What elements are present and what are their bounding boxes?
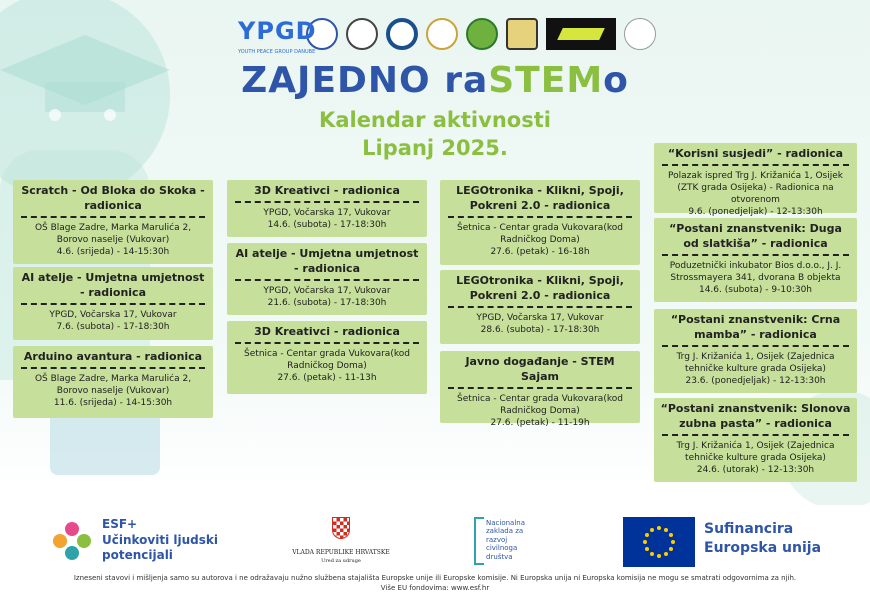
event-card[interactable] xyxy=(654,309,857,393)
esf-logo xyxy=(50,517,250,569)
event-title: LEGOtronika - Klikni, Spoji, Pokreni 2.0 - radionica xyxy=(456,184,624,212)
event-card[interactable] xyxy=(654,218,857,302)
divider xyxy=(235,279,419,281)
divider xyxy=(21,303,205,305)
title-part-1: ZAJEDNO ra xyxy=(241,60,489,101)
event-location: YPGD, Vočarska 17, Vukovar xyxy=(263,208,391,218)
ypgd-logo xyxy=(238,17,317,55)
eu-cofinanced-line2: Europska unija xyxy=(704,540,822,556)
divider xyxy=(662,254,849,256)
event-date: 11.6. (srijeda) - 14-15:30h xyxy=(53,398,173,408)
page-title xyxy=(0,60,870,101)
divider xyxy=(662,345,849,347)
event-card[interactable] xyxy=(227,180,427,237)
event-date: 9.6. (ponedjeljak) - 12-13:30h xyxy=(688,207,823,217)
event-date: 21.6. (subota) - 17-18:30h xyxy=(267,298,387,308)
foundation-line5: društva xyxy=(486,552,513,561)
foundation-line1: Nacionalna xyxy=(486,519,525,527)
event-date: 27.6. (petak) - 16-18h xyxy=(490,247,590,257)
subtitle-month: Lipanj 2025. xyxy=(362,136,508,160)
partner-logo-2 xyxy=(346,18,378,50)
event-card[interactable] xyxy=(440,180,640,265)
event-card[interactable] xyxy=(13,180,213,264)
event-location: OŠ Blage Zadre, Marka Marulića 2, Borovo naselje (Vukovar) xyxy=(34,374,192,396)
subtitle-calendar: Kalendar aktivnosti xyxy=(319,108,551,132)
event-title: “Postani znanstvenik: Slonova zubna pasta” - radionica xyxy=(660,402,851,430)
event-date: 24.6. (utorak) - 12-13:30h xyxy=(696,465,815,475)
event-title: LEGOtronika - Klikni, Spoji, Pokreni 2.0 - radionica xyxy=(456,274,624,302)
divider xyxy=(21,216,205,218)
divider xyxy=(448,306,632,308)
event-title: 3D Kreativci - radionica xyxy=(254,325,400,338)
esf-line2: potencijali xyxy=(102,548,173,562)
divider xyxy=(235,342,419,344)
event-title: AI atelje - Umjetna umjetnost - radionica xyxy=(21,271,205,299)
event-card[interactable] xyxy=(227,321,427,394)
event-location: Polazak ispred Trg J. Križanića 1, Osijek (ZTK grada Osijeka) - Radionica na otvorenom xyxy=(668,171,843,205)
esf-title: ESF+ xyxy=(102,517,138,531)
partner-logo-4 xyxy=(426,18,458,50)
event-date: 14.6. (subota) - 9-10:30h xyxy=(698,285,813,295)
partner-logo-8 xyxy=(624,18,656,50)
event-card[interactable] xyxy=(654,143,857,217)
ypgd-logo-subtext: YOUTH PEACE GROUP DANUBE xyxy=(238,49,316,55)
event-title: Scratch - Od Bloka do Skoka - radionica xyxy=(21,184,205,212)
event-card[interactable] xyxy=(440,270,640,344)
croatian-coat-of-arms-icon xyxy=(332,517,350,539)
eu-flag-icon xyxy=(623,517,695,567)
event-date: 4.6. (srijeda) - 14-15:30h xyxy=(56,247,170,257)
event-date: 28.6. (subota) - 17-18:30h xyxy=(480,325,600,335)
event-date: 14.6. (subota) - 17-18:30h xyxy=(267,220,387,230)
eu-cofinanced-line1: Sufinancira xyxy=(704,521,794,537)
esf-line1: Učinkoviti ljudski xyxy=(102,533,218,547)
event-card[interactable] xyxy=(227,243,427,315)
event-title: “Korisni susjedi” - radionica xyxy=(667,147,844,160)
title-part-2: STEM xyxy=(488,60,604,101)
event-title: Javno događanje - STEM Sajam xyxy=(465,355,615,383)
foundation-line4: civilnoga xyxy=(486,544,518,553)
event-location: Trg J. Križanića 1, Osijek (Zajednica tehničke kulture grada Osijeka) xyxy=(676,441,835,463)
title-part-3: o xyxy=(603,60,629,101)
event-location: YPGD, Vočarska 17, Vukovar xyxy=(476,313,604,323)
divider xyxy=(662,164,849,166)
event-location: Šetnica - Centar grada Vukovara(kod Radničkog Doma) xyxy=(244,349,410,371)
divider xyxy=(21,367,205,369)
eu-stars-icon xyxy=(623,517,695,567)
foundation-line3: razvoj xyxy=(486,535,508,544)
foundation-bracket-icon xyxy=(474,517,484,565)
partner-logos xyxy=(238,14,656,54)
event-title: “Postani znanstvenik: Duga od slatkiša” - radionica xyxy=(669,222,842,250)
event-card[interactable] xyxy=(654,398,857,482)
event-location: OŠ Blage Zadre, Marka Marulića 2, Borovo naselje (Vukovar) xyxy=(34,223,192,245)
partner-logo-7 xyxy=(546,18,616,50)
government-name: VLADA REPUBLIKE HRVATSKE xyxy=(292,549,390,556)
ypgd-logo-text: YPGD xyxy=(238,17,317,45)
divider xyxy=(448,387,632,389)
partner-logo-3 xyxy=(386,18,418,50)
event-location: Trg J. Križanića 1, Osijek (Zajednica tehničke kulture grada Osijeka) xyxy=(676,352,835,374)
event-location: Šetnica - Centar grada Vukovara(kod Radničkog Doma) xyxy=(457,223,623,245)
disclaimer-text: Izneseni stavovi i mišljenja samo su autorova i ne odražavaju nužno službena stajališta Europske unije ili Europske komisije. Ni Europska unija ni Europska komisija ne mogu se smatrati odgovornima za njih. xyxy=(73,574,797,582)
partner-logo-6 xyxy=(506,18,538,50)
event-title: “Postani znanstvenik: Crna mamba” - radionica xyxy=(670,313,841,341)
event-card[interactable] xyxy=(440,351,640,428)
event-location: Poduzetnički inkubator Bios d.o.o., J. J. Strossmayera 341, dvorana B objekta xyxy=(669,261,842,283)
event-location: YPGD, Vočarska 17, Vukovar xyxy=(263,286,391,296)
event-date: 27.6. (petak) - 11-19h xyxy=(490,418,590,428)
event-title: Arduino avantura - radionica xyxy=(23,350,203,363)
disclaimer xyxy=(0,573,870,593)
divider xyxy=(448,216,632,218)
event-date: 23.6. (ponedjeljak) - 12-13:30h xyxy=(685,376,826,386)
event-title: 3D Kreativci - radionica xyxy=(254,184,400,197)
divider xyxy=(235,201,419,203)
event-card[interactable] xyxy=(13,267,213,340)
event-location: Šetnica - Centar grada Vukovara(kod Radničkog Doma) xyxy=(457,394,623,416)
foundation-name xyxy=(486,519,525,561)
esf-flower-icon xyxy=(50,519,94,563)
government-office: Ured za udruge xyxy=(321,558,361,564)
event-date: 7.6. (subota) - 17-18:30h xyxy=(56,322,170,332)
event-card[interactable] xyxy=(13,346,213,418)
divider xyxy=(662,434,849,436)
foundation-line2: zaklada za xyxy=(486,527,524,536)
partner-logo-5 xyxy=(466,18,498,50)
event-date: 27.6. (petak) - 11-13h xyxy=(277,373,377,383)
disclaimer-link: Više EU fondovima: www.esf.hr xyxy=(380,584,490,592)
event-title: AI atelje - Umjetna umjetnost - radionica xyxy=(235,247,419,275)
event-location: YPGD, Vočarska 17, Vukovar xyxy=(49,310,177,320)
